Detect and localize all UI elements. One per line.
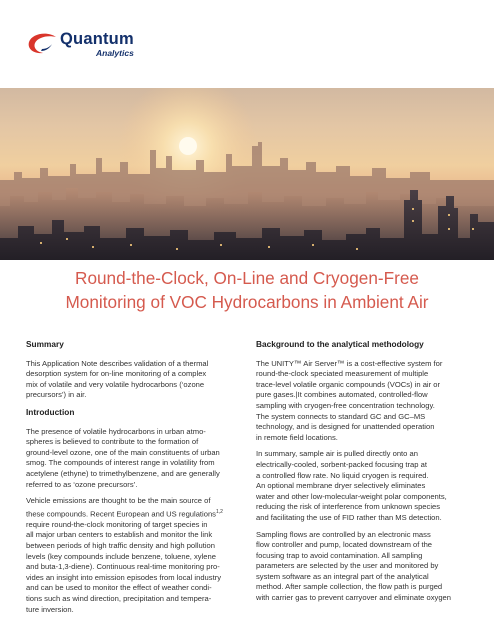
intro-line: and buta-1,3-diene). Continuous real-time monitoring pro- [26, 562, 220, 572]
background-line: technology, and is designed for unattended operation [256, 422, 435, 432]
intro-line: spheres is believed to contribute to the formation of [26, 437, 199, 447]
intro-line: ground-level ozone, one of the main constituents of urban [26, 447, 220, 457]
background-line: in remote field locations. [256, 432, 338, 442]
page-header [0, 0, 494, 88]
background-line: parameters are selected by the user and monitored by [256, 561, 439, 571]
summary-line: mix of volatile and very volatile hydrocarbons (‘ozone [26, 379, 205, 389]
background-line: In summary, sample air is pulled directly onto an [256, 449, 418, 459]
introduction-paragraph-1 [26, 427, 234, 491]
intro-line: all major urban centers to establish and monitor the link [26, 530, 213, 540]
intro-line: require round-the-clock monitoring of target species in [26, 519, 208, 529]
left-column [26, 339, 234, 621]
intro-line: smog. The compounds of interest range in volatility from [26, 458, 215, 468]
intro-line: vides an insight into emission episodes from local industry [26, 572, 222, 582]
background-line: water and other low-molecular-weight polar components, [256, 491, 447, 501]
summary-line: desorption system for on-line monitoring of a complex [26, 369, 207, 379]
title-line-2: Monitoring of VOC Hydrocarbons in Ambient Air [65, 292, 429, 312]
background-line: The UNITY™ Air Server™ is a cost-effective system for [256, 358, 443, 368]
background-line: trace-level volatile organic compounds (VOCs) in air or [256, 379, 441, 389]
summary-paragraph [26, 359, 234, 401]
company-logo[interactable] [26, 30, 166, 60]
background-paragraph-3 [256, 530, 470, 604]
intro-line: Vehicle emissions are thought to be the main source of [26, 496, 211, 506]
right-column [256, 339, 470, 610]
summary-heading: Summary [26, 339, 64, 349]
background-line: reducing the risk of interference from unknown species [256, 502, 441, 512]
citation-superscript: 1,2 [215, 508, 223, 515]
title-line-1: Round-the-Clock, On-Line and Cryogen-Free [75, 268, 419, 288]
background-paragraph-1 [256, 359, 470, 444]
background-line: Sampling flows are controlled by an electronic mass [256, 529, 431, 539]
intro-line: ture inversion. [26, 604, 74, 614]
logo-wordmark-quantum: Quantum [60, 30, 134, 48]
background-line: method. After sample collection, the flow path is purged [256, 582, 443, 592]
document-title [0, 266, 494, 314]
background-paragraph-2 [256, 449, 470, 523]
introduction-heading: Introduction [26, 406, 75, 417]
background-line: flow controller and pump, located downstream of the [256, 540, 433, 550]
intro-line: referred to as ‘ozone precursors’. [26, 479, 138, 489]
background-line: system software as an integral part of the analytical [256, 571, 429, 581]
background-line: round-the-clock speciated measurement of multiple [256, 369, 429, 379]
intro-line: these compounds. Recent European and US regulations [26, 509, 216, 519]
background-line: An optional membrane dryer selectively eliminates [256, 481, 426, 491]
background-line: electrically-cooled, sorbent-packed focusing trap at [256, 459, 427, 469]
background-line: with carrier gas to prevent carryover and eliminate oxygen [256, 593, 451, 603]
intro-line: levels (key compounds include benzene, toluene, xylene [26, 551, 216, 561]
background-line: focusing trap to avoid contamination. All sampling [256, 550, 423, 560]
background-line: pure gases.|It combines automated, controlled-flow [256, 390, 428, 400]
background-heading: Background to the analytical methodology [256, 339, 424, 349]
introduction-paragraph-2 [26, 496, 234, 615]
swoosh-logo-icon [26, 32, 60, 56]
city-skyline-image [0, 88, 494, 260]
background-line: and facilitating the use of FID rather than MS detection. [256, 512, 442, 522]
summary-line: This Application Note describes validation of a thermal [26, 358, 209, 368]
intro-line: between periods of high traffic density and high pollution [26, 541, 215, 551]
intro-line: tions such as wind direction, precipitation and tempera- [26, 594, 212, 603]
intro-line: acetylene (ethyne) to trimethylbenzene, and are generally [26, 468, 220, 478]
background-line: a controlled flow rate. No liquid cryogen is required. [256, 470, 429, 480]
logo-wordmark-analytics: Analytics [96, 48, 134, 58]
background-line: sampling with cryogen-free concentration technology. [256, 400, 435, 410]
intro-line: and can be used to monitor the effect of weather condi- [26, 583, 212, 593]
summary-line: precursors’) in air. [26, 390, 87, 400]
background-line: The system connects to standard GC and GC–MS [256, 411, 426, 421]
intro-line: The presence of volatile hydrocarbons in urban atmo- [26, 426, 206, 436]
